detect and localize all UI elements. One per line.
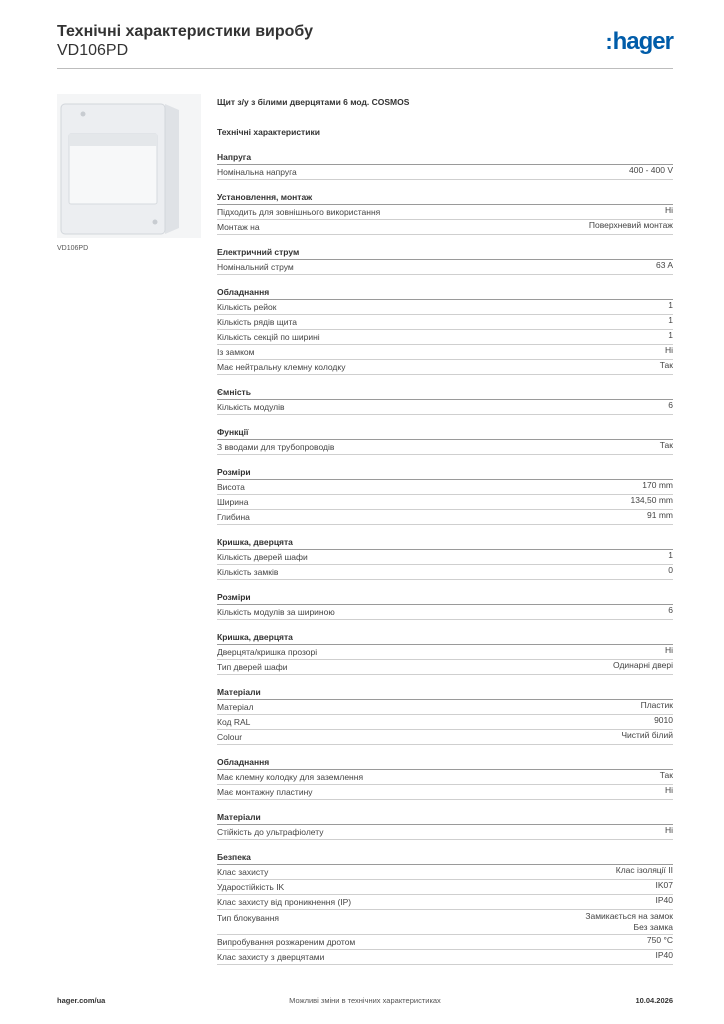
spec-value — [668, 605, 673, 619]
spec-label: Має нейтральну клемну колодку — [217, 362, 346, 372]
spec-value — [665, 205, 673, 219]
spec-label: Кількість модулів — [217, 402, 285, 412]
spec-label: Підходить для зовнішнього використання — [217, 207, 381, 217]
product-title: Щит з/у з білими дверцятами 6 мод. COSMOS — [217, 97, 410, 107]
spec-value — [668, 550, 673, 564]
group-title: Обладнання — [217, 755, 673, 770]
spec-row — [217, 605, 673, 620]
spec-value — [654, 715, 673, 729]
spec-value-line: Так — [659, 770, 673, 780]
spec-label: З вводами для трубопроводів — [217, 442, 335, 452]
spec-value — [647, 935, 673, 949]
spec-row — [217, 360, 673, 375]
spec-label: Номінальний струм — [217, 262, 294, 272]
spec-row — [217, 565, 673, 580]
spec-row — [217, 935, 673, 950]
spec-row — [217, 205, 673, 220]
spec-row — [217, 770, 673, 785]
spec-value-line: 1 — [668, 315, 673, 325]
spec-row — [217, 715, 673, 730]
spec-row — [217, 895, 673, 910]
spec-value-line: 0 — [668, 565, 673, 575]
spec-row — [217, 550, 673, 565]
spec-label: Дверцята/кришка прозорі — [217, 647, 318, 657]
spec-value-line: 9010 — [654, 715, 673, 725]
spec-value-line: 91 mm — [647, 510, 673, 520]
spec-label: Кількість рейок — [217, 302, 277, 312]
spec-value-line: Ні — [664, 345, 673, 355]
spec-row — [217, 480, 673, 495]
spec-row — [217, 495, 673, 510]
spec-value-line: Так — [659, 360, 673, 370]
spec-label: Висота — [217, 482, 245, 492]
group-title: Обладнання — [217, 285, 673, 300]
page-header — [57, 22, 673, 60]
spec-value — [647, 510, 673, 524]
spec-value — [585, 911, 673, 933]
spec-label: Ударостійкість IK — [217, 882, 285, 892]
spec-value-line: 750 °C — [646, 935, 673, 945]
spec-value — [668, 565, 673, 579]
spec-value — [665, 645, 673, 659]
spec-row — [217, 865, 673, 880]
group-title: Матеріали — [217, 810, 673, 825]
spec-row — [217, 910, 673, 935]
product-code: VD106PD — [57, 42, 129, 59]
spec-value-line: Так — [659, 440, 673, 450]
product-image — [57, 94, 201, 238]
spec-row — [217, 645, 673, 660]
spec-value-line: Одинарні двері — [613, 660, 673, 670]
spec-value — [621, 730, 673, 744]
spec-label: Кількість секцій по ширині — [217, 332, 320, 342]
spec-label: Номінальна напруга — [217, 167, 297, 177]
group-title: Безпека — [217, 850, 673, 865]
footer-note: Можливі зміни в технічних характеристиках — [289, 996, 441, 1005]
group-title: Матеріали — [217, 685, 673, 700]
spec-row — [217, 220, 673, 235]
spec-label: Ширина — [217, 497, 249, 507]
spec-row — [217, 660, 673, 675]
spec-value — [656, 950, 674, 964]
footer-website[interactable]: hager.com/ua — [57, 996, 106, 1005]
spec-value — [660, 440, 673, 454]
header-divider — [57, 68, 673, 69]
spec-value-line: 6 — [668, 605, 673, 615]
spec-value — [656, 895, 674, 909]
group-title: Установлення, монтаж — [217, 190, 673, 205]
spec-value — [665, 345, 673, 359]
spec-row — [217, 950, 673, 965]
spec-label: Код RAL — [217, 717, 251, 727]
spec-value — [630, 495, 673, 509]
spec-label: Кількість модулів за шириною — [217, 607, 335, 617]
spec-value-line: 134,50 mm — [630, 495, 673, 505]
spec-row — [217, 260, 673, 275]
spec-label: Colour — [217, 732, 243, 742]
group-title: Розміри — [217, 590, 673, 605]
spec-value — [660, 770, 673, 784]
spec-value-line: 1 — [668, 550, 673, 560]
spec-value — [668, 330, 673, 344]
spec-value-line: 1 — [668, 300, 673, 310]
spec-value — [642, 480, 673, 494]
spec-value-line: IK07 — [655, 880, 673, 890]
spec-value-line: 400 - 400 V — [629, 165, 673, 175]
spec-row — [217, 730, 673, 745]
spec-label: Кількість замків — [217, 567, 279, 577]
spec-row — [217, 700, 673, 715]
spec-label: Клас захисту з дверцятами — [217, 952, 325, 962]
spec-value-line: Поверхневий монтаж — [588, 220, 673, 230]
spec-row — [217, 510, 673, 525]
spec-value-line: Клас ізоляції II — [615, 865, 673, 875]
spec-value-line: Ні — [664, 785, 673, 795]
spec-row — [217, 330, 673, 345]
spec-label: Кількість дверей шафи — [217, 552, 308, 562]
spec-label: Має клемну колодку для заземлення — [217, 772, 364, 782]
spec-label: Має монтажну пластину — [217, 787, 313, 797]
spec-label: Матеріал — [217, 702, 254, 712]
spec-value-line: Ні — [664, 205, 673, 215]
spec-row — [217, 825, 673, 840]
page-title: Технічні характеристики виробу — [57, 23, 313, 40]
spec-label: Монтаж на — [217, 222, 260, 232]
spec-value — [668, 315, 673, 329]
hager-logo: :hager — [605, 28, 673, 55]
spec-value — [668, 300, 673, 314]
spec-value-line: Ні — [664, 825, 673, 835]
spec-value — [668, 400, 673, 414]
spec-value — [616, 865, 673, 879]
spec-value — [629, 165, 673, 179]
spec-row — [217, 300, 673, 315]
spec-value — [613, 660, 673, 674]
spec-value-line: IP40 — [655, 950, 673, 960]
spec-value-line: Чистий білий — [621, 730, 673, 740]
spec-label: Тип блокування — [217, 913, 280, 923]
spec-row — [217, 785, 673, 800]
spec-value-line: Без замка — [633, 922, 673, 932]
spec-row — [217, 880, 673, 895]
spec-value — [660, 360, 673, 374]
spec-value — [656, 880, 674, 894]
group-title: Кришка, дверцята — [217, 535, 673, 550]
spec-value-line: Замикається на замок — [585, 911, 673, 921]
spec-label: Клас захисту — [217, 867, 269, 877]
spec-label: Кількість рядів щита — [217, 317, 297, 327]
spec-value — [665, 785, 673, 799]
group-title: Ємність — [217, 385, 673, 400]
spec-value-line: 6 — [668, 400, 673, 410]
spec-value — [641, 700, 673, 714]
spec-value-line: Ні — [664, 645, 673, 655]
group-title: Напруга — [217, 150, 673, 165]
group-title: Електричний струм — [217, 245, 673, 260]
spec-value-line: Пластик — [640, 700, 673, 710]
spec-label: Глибина — [217, 512, 250, 522]
spec-value-line: IP40 — [655, 895, 673, 905]
spec-row — [217, 345, 673, 360]
spec-label: Випробування розжареним дротом — [217, 937, 356, 947]
spec-label: Тип дверей шафи — [217, 662, 288, 672]
group-title: Функції — [217, 425, 673, 440]
footer-date: 10.04.2026 — [635, 996, 673, 1005]
spec-value-line: 1 — [668, 330, 673, 340]
section-title: Технічні характеристики — [217, 127, 320, 137]
spec-value — [589, 220, 673, 234]
spec-label: Стійкість до ультрафіолету — [217, 827, 324, 837]
spec-value — [665, 825, 673, 839]
spec-row — [217, 440, 673, 455]
group-title: Розміри — [217, 465, 673, 480]
spec-row — [217, 315, 673, 330]
spec-groups — [217, 150, 673, 965]
spec-value — [656, 260, 673, 274]
spec-value-line: 63 A — [655, 260, 673, 270]
group-title: Кришка, дверцята — [217, 630, 673, 645]
spec-value-line: 170 mm — [642, 480, 673, 490]
spec-row — [217, 165, 673, 180]
image-caption: VD106PD — [57, 245, 89, 252]
spec-label: Клас захисту від проникнення (IP) — [217, 897, 352, 907]
spec-content — [217, 94, 673, 965]
spec-label: Із замком — [217, 347, 255, 357]
spec-row — [217, 400, 673, 415]
